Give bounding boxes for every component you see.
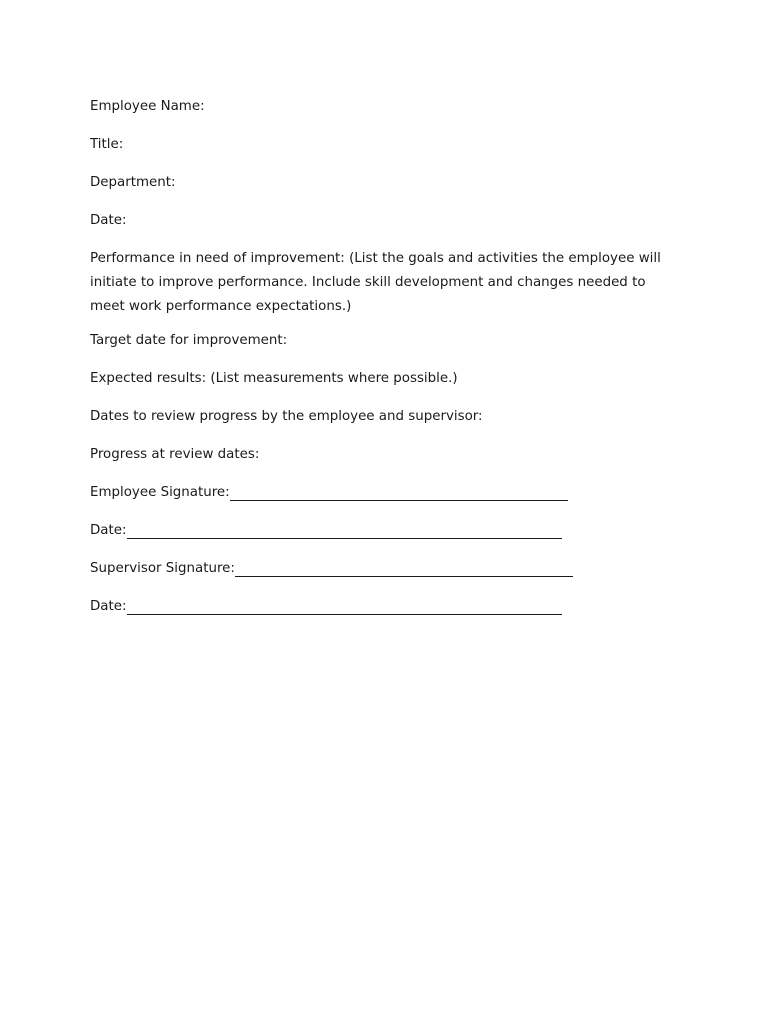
supervisor-signature-date-label: Date: <box>90 599 127 614</box>
employee-signature-line[interactable] <box>230 486 568 501</box>
department-label: Department: <box>90 175 176 190</box>
review-dates-label: Dates to review progress by the employee and supervisor: <box>90 409 483 424</box>
expected-results-label: Expected results: (List measurements where possible.) <box>90 371 458 386</box>
progress-label: Progress at review dates: <box>90 447 260 462</box>
supervisor-signature-date-line[interactable] <box>127 600 562 615</box>
performance-improvement-paragraph: Performance in need of improvement: (List the goals and activities the employee will initiate to improve performance. Include skill development and changes needed to meet work performance expectations.) <box>90 251 661 314</box>
employee-signature-label: Employee Signature: <box>90 485 230 500</box>
employee-name-label: Employee Name: <box>90 99 205 114</box>
supervisor-signature-line[interactable] <box>235 562 573 577</box>
title-label: Title: <box>90 137 124 152</box>
employee-signature-date-row <box>90 522 690 540</box>
supervisor-signature-row <box>90 560 690 578</box>
target-date-label: Target date for improvement: <box>90 333 288 348</box>
employee-signature-date-line[interactable] <box>127 524 562 539</box>
employee-signature-date-label: Date: <box>90 523 127 538</box>
supervisor-signature-label: Supervisor Signature: <box>90 561 235 576</box>
supervisor-signature-date-row <box>90 598 690 616</box>
date-label: Date: <box>90 213 127 228</box>
form-body <box>90 98 690 636</box>
employee-signature-row <box>90 484 690 502</box>
